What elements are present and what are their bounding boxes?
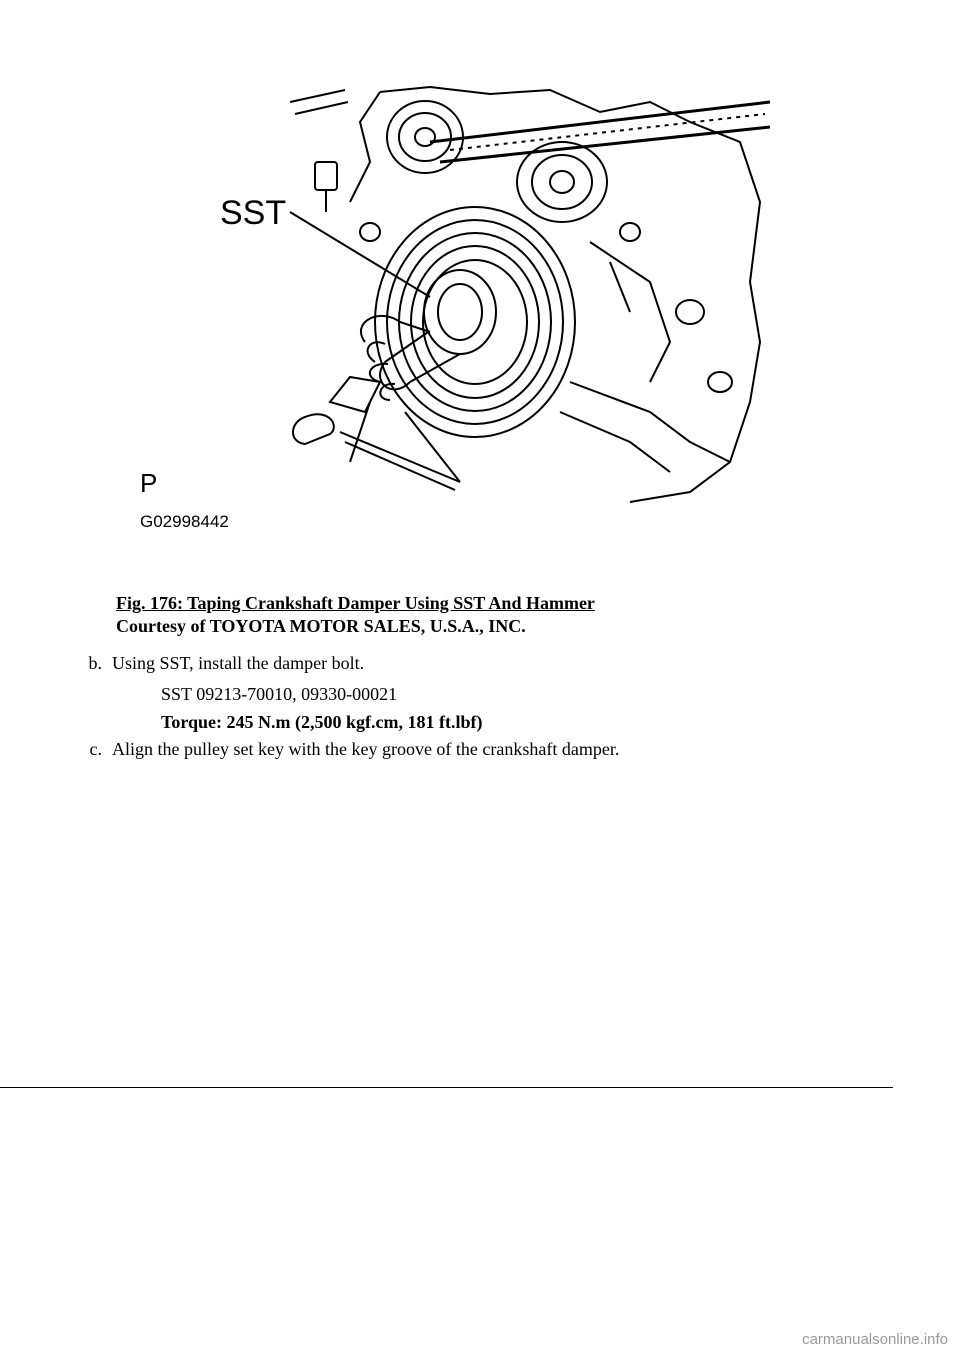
figure-caption [116,592,595,638]
sst-part-numbers: SST 09213-70010, 09330-00021 [161,684,398,704]
step-marker: b. [88,653,102,673]
figure-title: Fig. 176: Taping Crankshaft Damper Using SST And Hammer [116,593,595,613]
footer-divider [0,1087,893,1088]
crankshaft-damper-drawing [130,82,770,532]
view-letter-label: P [140,468,158,498]
step-b [70,651,364,675]
watermark: carmanualsonline.info [802,1331,948,1348]
figure-illustration [130,82,770,532]
figure-code-label: G02998442 [140,512,229,531]
step-text: Using SST, install the damper bolt. [112,653,365,673]
step-text: Align the pulley set key with the key groove of the crankshaft damper. [112,739,620,759]
step-c [70,737,619,761]
sst-callout-label: SST [220,194,287,232]
figure-courtesy: Courtesy of TOYOTA MOTOR SALES, U.S.A., INC. [116,616,526,636]
torque-spec: Torque: 245 N.m (2,500 kgf.cm, 181 ft.lbf) [161,712,483,732]
step-marker: c. [89,739,102,759]
